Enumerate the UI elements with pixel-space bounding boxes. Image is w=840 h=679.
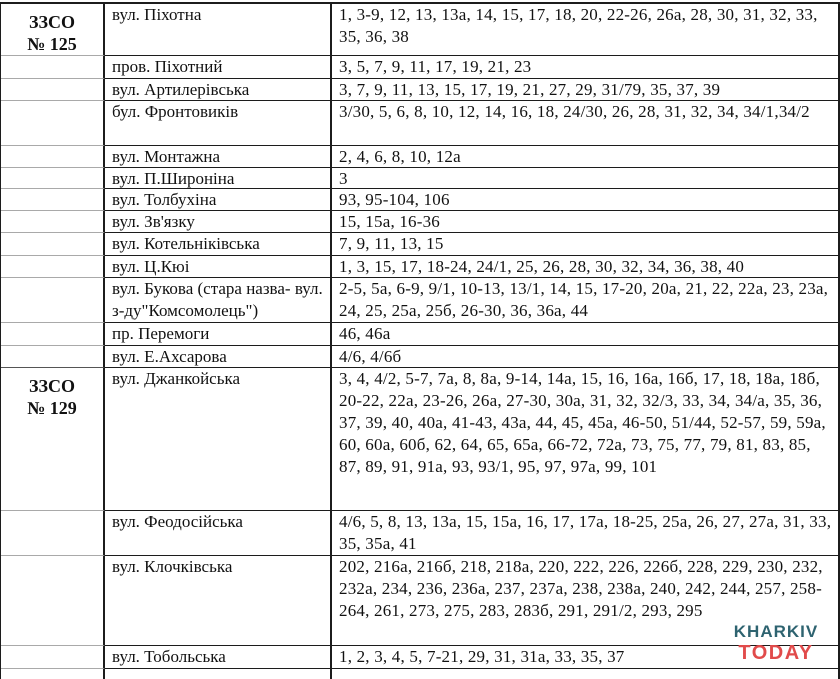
house-numbers-cell: 4/6, 4/6б (332, 346, 838, 368)
house-numbers-cell: 202, 216а, 216б, 218, 218а, 220, 222, 226, 226б, 228, 229, 230, 232, 232а, 234, 236, 236а, 237, 237а, 238, 238а, 240, 242, 244, 257, 258-264, 261, 273, 275, 283, 283б, 291, 291/2, 293, 295 (332, 556, 838, 646)
school-cell (1, 211, 105, 233)
table-body (1, 4, 838, 679)
street-cell: вул. Ц.Кюі (105, 256, 332, 278)
table-row (1, 233, 838, 256)
house-numbers-cell: 2, 4, 6, 8, 10, 12а (332, 146, 838, 168)
house-numbers-cell: 2-5, 5а, 6-9, 9/1, 10-13, 13/1, 14, 15, 17-20, 20а, 21, 22, 22а, 23, 23а, 24, 25, 25а, 25б, 26-30, 36, 36а, 44 (332, 278, 838, 323)
table-row (1, 323, 838, 346)
school-cell (1, 168, 105, 189)
table-row (1, 146, 838, 168)
street-cell: вул. Тобольська (105, 646, 332, 669)
street-cell: вул. Букова (стара назва- вул. з-ду"Комсомолець") (105, 278, 332, 323)
street-cell: пров. Піхотний (105, 56, 332, 79)
school-label-line: № 125 (27, 34, 77, 54)
street-cell: вул. П.Широніна (105, 168, 332, 189)
school-district-table (0, 2, 840, 679)
school-label-line: ЗЗСО (28, 12, 75, 32)
house-numbers-cell: 3, 7, 9, 11, 13, 15, 17, 19, 21, 27, 29, 31/79, 35, 37, 39 (332, 79, 838, 101)
school-cell (1, 346, 105, 368)
watermark-kharkiv: KHARKIV (733, 622, 819, 641)
school-cell (1, 278, 105, 323)
table-row (1, 278, 838, 323)
street-cell: пр. Перемоги (105, 323, 332, 346)
house-numbers-cell: 1, 2, 3, 4, 5, 7-21, 29, 31, 31а, 33, 35, 37 (332, 646, 838, 669)
table-row (1, 346, 838, 368)
street-cell: вул. Толбухіна (105, 189, 332, 211)
school-cell (1, 646, 105, 669)
street-cell: вул. Клочківська (105, 556, 332, 646)
school-cell (1, 56, 105, 79)
street-cell: вул. Зв'язку (105, 211, 332, 233)
house-numbers-cell: 3, 5, 7, 9, 11, 17, 19, 21, 23 (332, 56, 838, 79)
table-row (1, 168, 838, 189)
table-row (1, 4, 838, 56)
house-numbers-cell: 7, 9, 11, 13, 15 (332, 233, 838, 256)
house-numbers-cell: 3/30, 5, 6, 8, 10, 12, 14, 16, 18, 24/30, 26, 28, 31, 32, 34, 34/1,34/2 (332, 101, 838, 146)
kharkiv-today-watermark (724, 623, 828, 664)
table-row (1, 189, 838, 211)
street-cell: вул. Піхотна (105, 4, 332, 56)
school-cell (1, 323, 105, 346)
watermark-today: TODAY (738, 641, 814, 664)
school-cell (1, 79, 105, 101)
street-cell: вул. Джанкойська (105, 368, 332, 511)
table-row (1, 368, 838, 511)
school-cell (1, 4, 105, 56)
school-cell (1, 368, 105, 511)
house-numbers-cell: 93, 95-104, 106 (332, 189, 838, 211)
school-cell (1, 511, 105, 556)
school-cell (1, 233, 105, 256)
table-row (1, 211, 838, 233)
street-cell: бул. Фронтовиків (105, 101, 332, 146)
street-cell: вул. Феодосійська (105, 511, 332, 556)
table-row (1, 646, 838, 669)
school-label-line: № 129 (27, 398, 77, 418)
street-cell: вул. Е.Ахсарова (105, 346, 332, 368)
house-numbers-cell: 4/6, 5, 8, 13, 13а, 15, 15а, 16, 17, 17а, 18-25, 25а, 26, 27, 27а, 31, 33, 35, 35а, 41 (332, 511, 838, 556)
table-row (1, 511, 838, 556)
table-row (1, 56, 838, 79)
school-cell (1, 189, 105, 211)
school-cell (1, 146, 105, 168)
school-label-line: ЗЗСО (28, 376, 75, 396)
house-numbers-cell: 1, 3, 15, 17, 18-24, 24/1, 25, 26, 28, 30, 32, 34, 36, 38, 40 (332, 256, 838, 278)
house-numbers-cell: 15, 15а, 16-36 (332, 211, 838, 233)
house-numbers-cell: 3 (332, 168, 838, 189)
table-row (1, 79, 838, 101)
street-cell: вул. Котельніківська (105, 233, 332, 256)
house-numbers-cell: 1, 3-9, 12, 13, 13а, 14, 15, 17, 18, 20, 22-26, 26а, 28, 30, 31, 32, 33, 35, 36, 38 (332, 4, 838, 56)
school-cell (1, 556, 105, 646)
table-row (1, 556, 838, 646)
street-cell: вул. Артилерівська (105, 79, 332, 101)
table-row (1, 256, 838, 278)
house-numbers-cell: 3, 4, 4/2, 5-7, 7а, 8, 8а, 9-14, 14а, 15, 16, 16а, 16б, 17, 18, 18а, 18б, 20-22, 22а, 23-26, 26а, 27-30, 30а, 31, 32, 32/3, 33, 34, 34/а, 35, 36, 37, 39, 40, 40а, 41-43, 43а, 44, 45, 45а, 46-50, 51/44, 52-57, 59, 59а, 60, 60а, 60б, 62, 64, 65, 65а, 66-72, 72а, 73, 75, 77, 79, 81, 83, 85, 87, 89, 91, 91а, 93, 93/1, 95, 97, 97а, 99, 101 (332, 368, 838, 511)
street-cell: вул. Монтажна (105, 146, 332, 168)
school-cell (1, 101, 105, 146)
table-row (1, 101, 838, 146)
house-numbers-cell: 46, 46а (332, 323, 838, 346)
school-cell (1, 256, 105, 278)
